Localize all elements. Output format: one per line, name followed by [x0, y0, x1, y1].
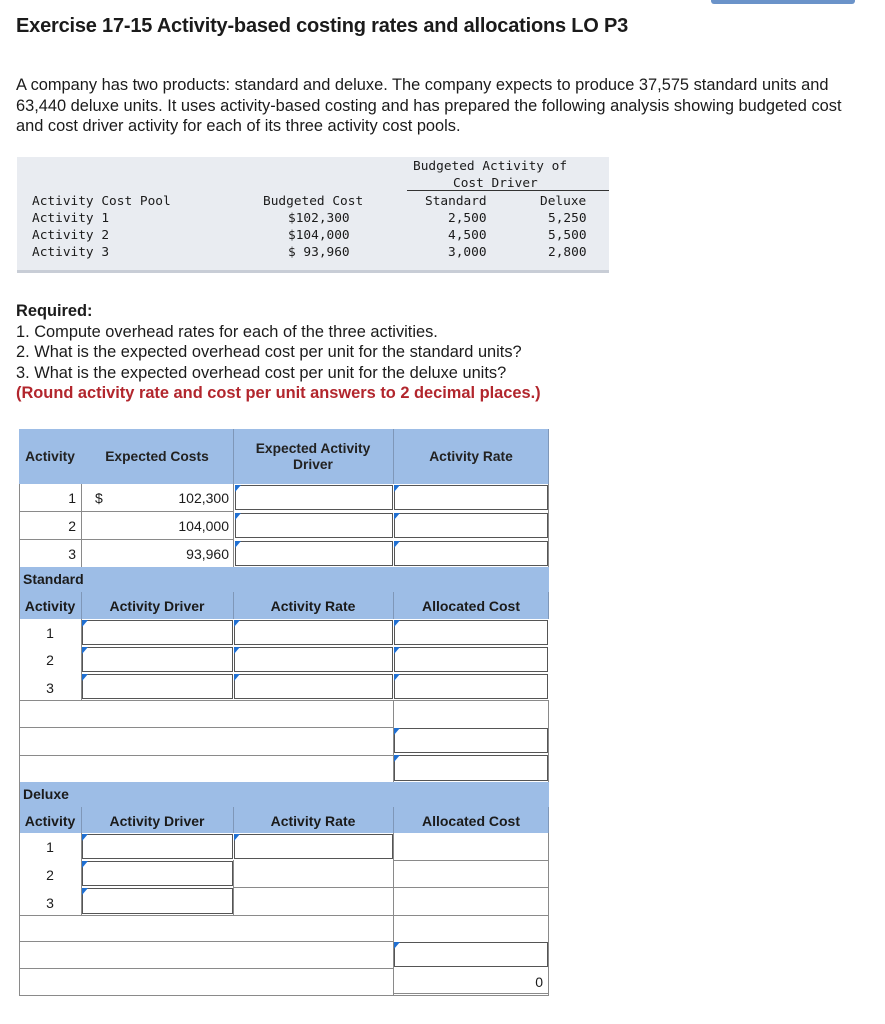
currency-symbol: $ — [95, 490, 103, 506]
cost-cell: $104,000 — [288, 228, 350, 243]
cost-cell: $102,300 — [288, 211, 350, 226]
deluxe-total-cost-input[interactable] — [394, 942, 548, 967]
deluxe-cell: 2,800 — [548, 245, 587, 260]
deluxe-driver-input-3[interactable] — [82, 888, 233, 914]
pool-cell: Activity 2 — [32, 228, 110, 243]
rate-row-activity: 3 — [68, 546, 76, 562]
deluxe-row-activity: 1 — [46, 839, 54, 855]
pool-cell: Activity 3 — [32, 245, 110, 260]
standard-header-activity: Activity — [24, 598, 76, 614]
question-3: 3. What is the expected overhead cost per unit for the deluxe units? — [16, 363, 507, 382]
page-title: Exercise 17-15 Activity-based costing rates and allocations LO P3 — [16, 15, 629, 37]
standard-allocated-input-2[interactable] — [394, 647, 548, 672]
deluxe-rate-input-1[interactable] — [234, 834, 393, 859]
standard-rate-input-3[interactable] — [234, 674, 393, 699]
question-1: 1. Compute overhead rates for each of the three activities. — [16, 322, 438, 341]
activity-rate-input-3[interactable] — [394, 541, 548, 566]
standard-row-activity: 3 — [46, 680, 54, 696]
standard-cell: 3,000 — [448, 245, 487, 260]
activity-rate-input-2[interactable] — [394, 513, 548, 538]
standard-driver-input-3[interactable] — [82, 674, 233, 699]
deluxe-label: Deluxe — [23, 786, 69, 802]
deluxe-driver-input-1[interactable] — [82, 834, 233, 859]
deluxe-row-activity: 3 — [46, 895, 54, 911]
rate-row-activity: 1 — [68, 490, 76, 506]
header-expected-costs: Expected Costs — [81, 429, 233, 484]
header-expected-driver: Expected Activity Driver — [233, 429, 393, 484]
expected-driver-input-2[interactable] — [235, 513, 393, 538]
col-header-standard: Standard — [425, 194, 487, 209]
header-activity: Activity — [19, 429, 81, 484]
col-header-cost: Budgeted Cost — [263, 194, 364, 209]
rate-row-cost: 93,960 — [186, 546, 229, 562]
deluxe-header-driver: Activity Driver — [109, 813, 205, 829]
expected-driver-input-1[interactable] — [235, 485, 393, 510]
expected-driver-input-3[interactable] — [235, 541, 393, 566]
cost-cell: $ 93,960 — [288, 245, 350, 260]
standard-cell: 4,500 — [448, 228, 487, 243]
activity-rate-input-1[interactable] — [394, 485, 548, 510]
deluxe-header-rate: Activity Rate — [270, 813, 356, 829]
question-2: 2. What is the expected overhead cost per unit for the standard units? — [16, 343, 522, 361]
standard-driver-input-1[interactable] — [82, 620, 233, 645]
deluxe-header-activity: Activity — [24, 813, 76, 829]
rate-row-activity: 2 — [68, 518, 76, 534]
required-section — [16, 301, 541, 404]
group-header-line1: Budgeted Activity of — [413, 159, 568, 174]
standard-allocated-input-3[interactable] — [394, 674, 548, 699]
group-header-underline — [407, 190, 609, 191]
standard-driver-input-2[interactable] — [82, 647, 233, 672]
answer-table — [19, 429, 549, 996]
col-header-pool: Activity Cost Pool — [32, 194, 171, 209]
col-header-deluxe: Deluxe — [540, 194, 587, 209]
standard-row-activity: 1 — [46, 625, 54, 641]
deluxe-row-activity: 2 — [46, 867, 54, 883]
analysis-table — [17, 157, 609, 273]
standard-rate-input-2[interactable] — [234, 647, 393, 672]
standard-cost-per-unit-input[interactable] — [394, 755, 548, 781]
rate-row-cost: 104,000 — [178, 518, 229, 534]
problem-intro: A company has two products: standard and deluxe. The company expects to produce 37,575 standard units and 63,440 deluxe units. It uses activity-based costing and has prepared the following analysis showing budgeted cost and cost driver activity for each of its three activity cost pools. — [16, 76, 842, 135]
standard-label: Standard — [23, 571, 84, 587]
standard-header-rate: Activity Rate — [270, 598, 356, 614]
standard-row-activity: 2 — [46, 652, 54, 668]
deluxe-cell: 5,250 — [548, 211, 587, 226]
standard-header-allocated: Allocated Cost — [421, 598, 520, 614]
required-title: Required: — [16, 302, 93, 320]
deluxe-driver-input-2[interactable] — [82, 861, 233, 886]
header-activity-rate: Activity Rate — [393, 429, 549, 484]
deluxe-total-value: 0 — [535, 974, 543, 990]
deluxe-header-allocated: Allocated Cost — [421, 813, 520, 829]
group-header-line2: Cost Driver — [453, 176, 538, 191]
rounding-instruction: (Round activity rate and cost per unit answers to 2 decimal places.) — [16, 384, 541, 402]
pool-cell: Activity 1 — [32, 211, 110, 226]
deluxe-cell: 5,500 — [548, 228, 587, 243]
top-accent-bar — [711, 0, 855, 4]
standard-allocated-input-1[interactable] — [394, 620, 548, 645]
standard-cell: 2,500 — [448, 211, 487, 226]
standard-total-cost-input[interactable] — [394, 728, 548, 753]
standard-rate-input-1[interactable] — [234, 620, 393, 645]
standard-header-driver: Activity Driver — [109, 598, 205, 614]
rate-row-cost: 102,300 — [178, 490, 229, 506]
